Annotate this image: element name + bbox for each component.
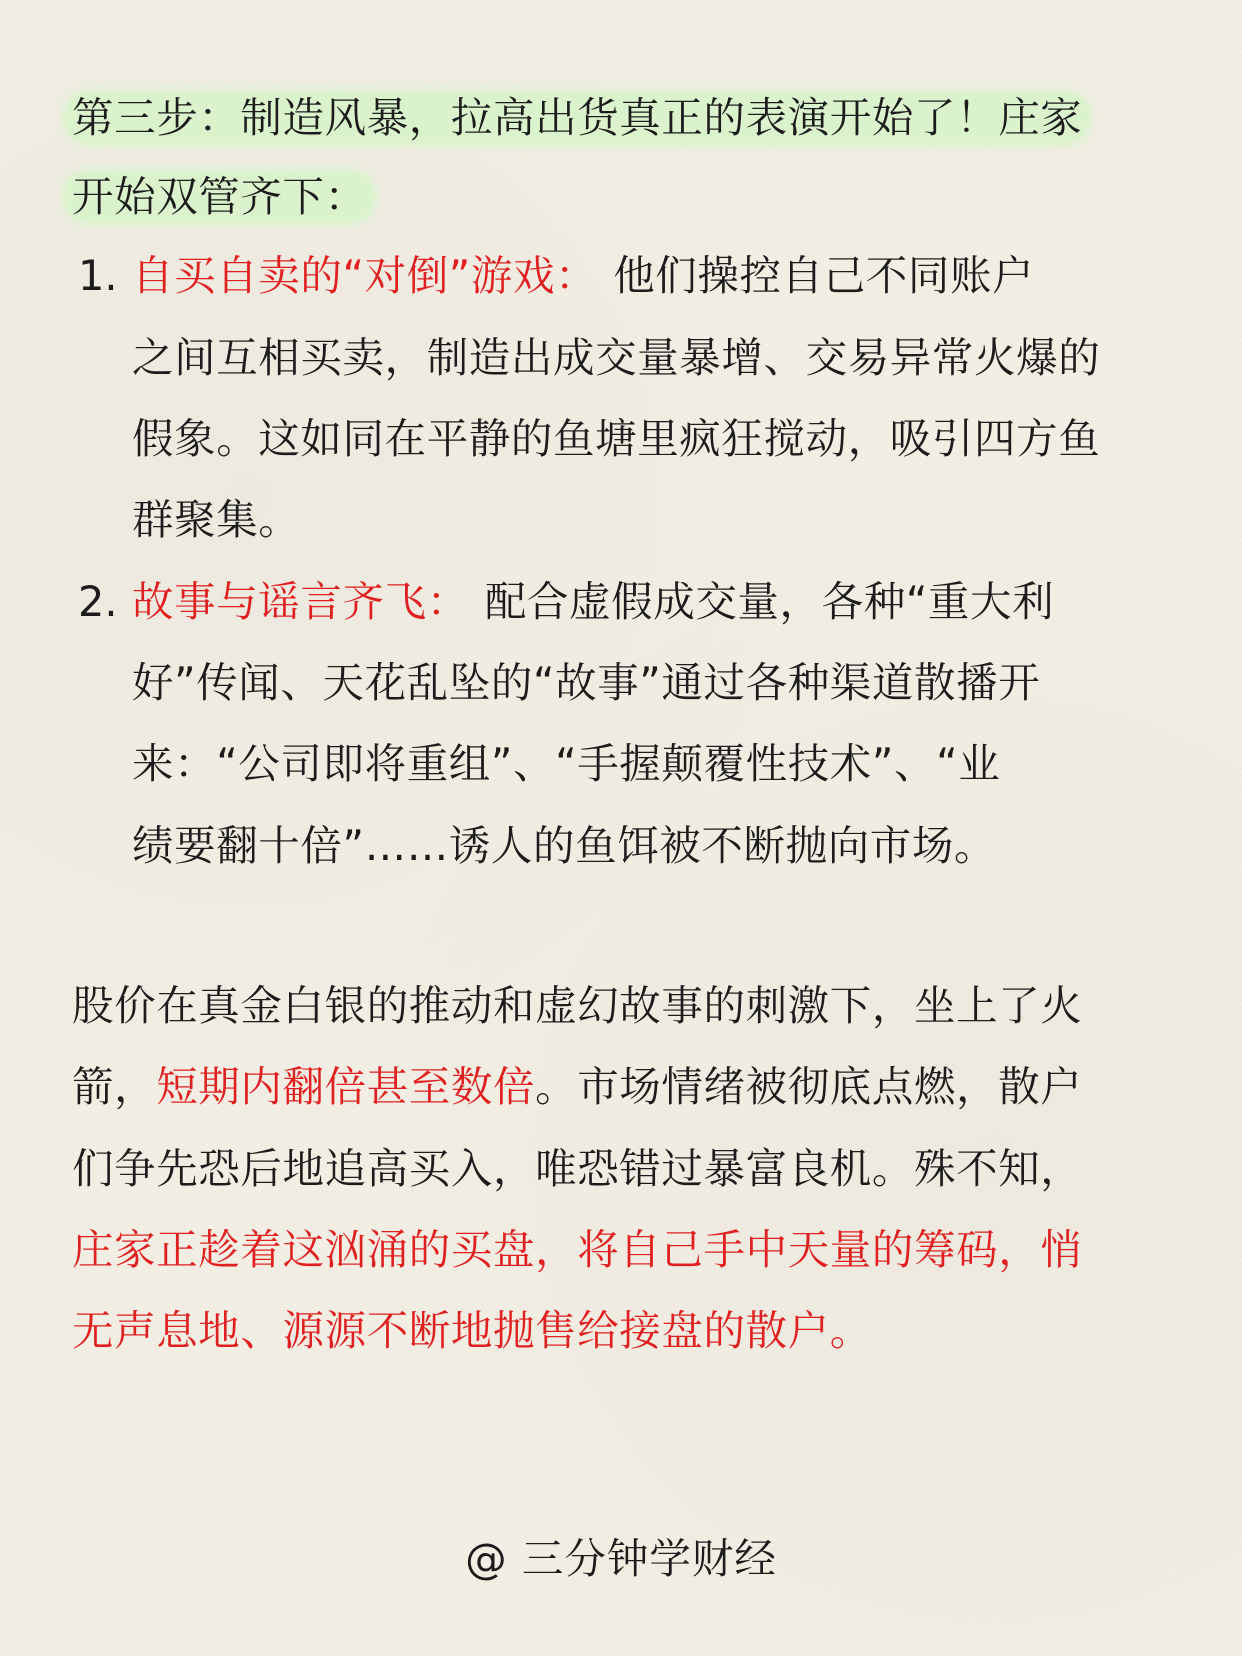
- list-item-1-heading: 自买自卖的“对倒”游戏：: [132, 251, 598, 300]
- paragraph-emphasis-2: 庄家正趁着这汹涌的买盘，将自己手中天量的筹码，悄: [72, 1225, 1083, 1274]
- list-item-2-line-2: 好”传闻、天花乱坠的“故事”通过各种渠道散播开: [132, 658, 1041, 707]
- author-signature: @ 三分钟学财经: [465, 1534, 777, 1583]
- paragraph-emphasis-3: 无声息地、源源不断地抛售给接盘的散户。: [72, 1306, 872, 1355]
- list-item-2-number: 2.: [78, 577, 118, 626]
- list-item-1-line-3: 假象。这如同在平静的鱼塘里疯狂搅动，吸引四方鱼: [132, 414, 1101, 463]
- list-item-2-line-1: [132, 578, 1054, 626]
- paragraph-line-1: 股价在真金白银的推动和虚幻故事的刺激下，坐上了火: [72, 981, 1083, 1030]
- list-item-1-line-1: [132, 252, 1034, 300]
- paragraph-line-2-start: 箭，: [72, 1062, 157, 1111]
- intro-line-1: [72, 94, 1088, 142]
- intro-line-2: [72, 173, 373, 221]
- paragraph-emphasis-1: 短期内翻倍甚至数倍: [156, 1062, 536, 1111]
- list-item-2-heading: 故事与谣言齐飞：: [132, 577, 469, 626]
- list-item-2-line-4: 绩要翻十倍”……诱人的鱼饵被不断抛向市场。: [132, 821, 997, 870]
- list-item-1-number: 1.: [78, 251, 118, 300]
- intro-highlight-1: 第三步：制造风暴，拉高出货真正的表演开始了！庄家: [66, 93, 1088, 142]
- list-item-2-line-3: 来：“公司即将重组”、“手握颠覆性技术”、“业: [132, 739, 1001, 788]
- list-item-1-line-2: 之间互相买卖，制造出成交量暴增、交易异常火爆的: [132, 333, 1101, 382]
- paragraph-line-2-end: 。市场情绪被彻底点燃，散户: [535, 1062, 1083, 1111]
- list-item-2-text: 配合虚假成交量，各种“重大利: [484, 577, 1055, 626]
- paragraph-line-2: [72, 1063, 1082, 1111]
- list-item-1-line-4: 群聚集。: [132, 495, 301, 544]
- intro-highlight-2: 开始双管齐下：: [66, 172, 373, 221]
- paragraph-line-3: 们争先恐后地追高买入，唯恐错过暴富良机。殊不知，: [72, 1144, 1083, 1193]
- list-item-1-text: 他们操控自己不同账户: [613, 251, 1035, 300]
